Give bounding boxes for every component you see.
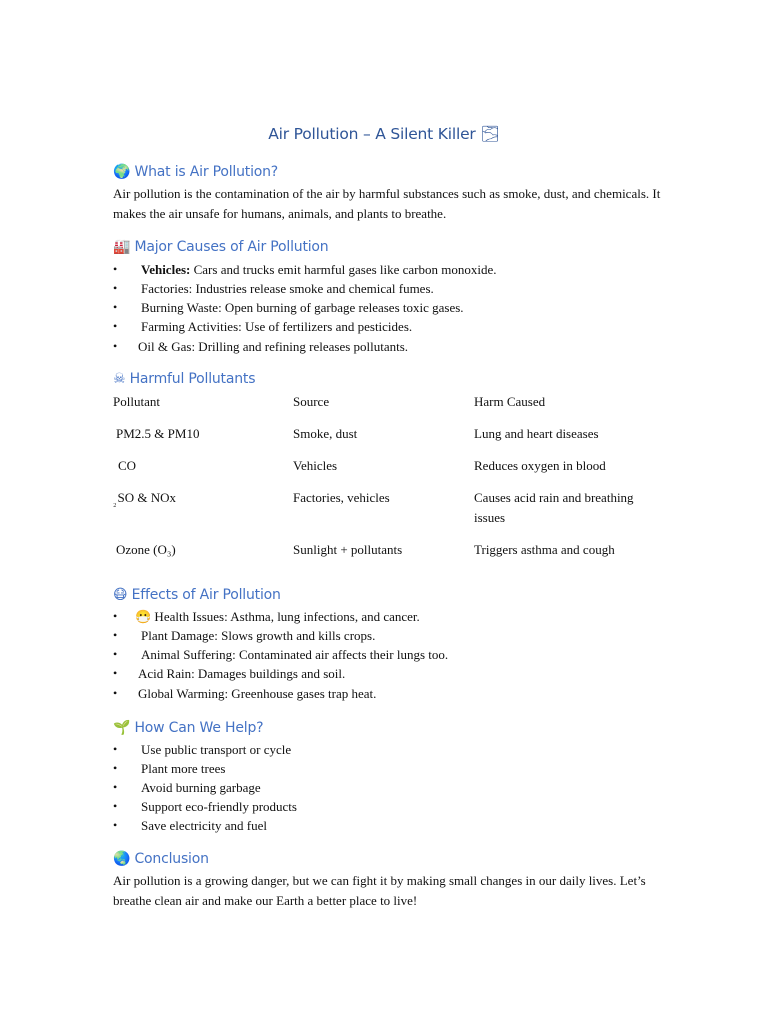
cause-text: Oil & Gas: Drilling and refining releases pollutants.	[138, 339, 409, 354]
bullet-icon: •	[113, 262, 118, 276]
bullet-icon: •	[113, 281, 118, 295]
table-cell-source: Vehicles	[293, 458, 338, 473]
cause-text: Factories: Industries release smoke and chemical fumes.	[141, 281, 434, 296]
bullet-icon: •	[113, 742, 118, 756]
bullet-icon: •	[113, 647, 118, 661]
heading-how-can-we-help: 🌱 How Can We Help?	[113, 720, 264, 736]
bullet-icon: •	[113, 339, 118, 353]
heading-harmful-pollutants: ☠ Harmful Pollutants	[113, 371, 256, 387]
effect-text: Acid Rain: Damages buildings and soil.	[138, 666, 346, 681]
cause-text: Farming Activities: Use of fertilizers and pesticides.	[141, 319, 413, 334]
heading-effects: 😷 Effects of Air Pollution	[113, 587, 281, 603]
help-text: Save electricity and fuel	[141, 818, 267, 833]
table-cell-pollutant-text: SO & NOx	[117, 490, 177, 505]
help-text: Use public transport or cycle	[141, 742, 292, 757]
bullet-icon: •	[113, 628, 118, 642]
bullet-icon: •	[113, 319, 118, 333]
table-cell-pollutant	[113, 488, 176, 513]
paragraph-conclusion: Air pollution is a growing danger, but we can fight it by making small changes in our daily lives. Let’s breathe clean air and make our Earth a better place to live!	[113, 873, 646, 908]
bullet-icon: •	[113, 761, 118, 775]
table-cell-source: Factories, vehicles	[293, 490, 390, 505]
table-header-pollutant: Pollutant	[113, 394, 160, 409]
cause-text: Cars and trucks emit harmful gases like carbon monoxide.	[190, 262, 497, 277]
bullet-icon: •	[113, 609, 118, 623]
table-cell-pollutant: PM2.5 & PM10	[116, 426, 200, 441]
bullet-icon: •	[113, 780, 118, 794]
subscript-glyph: ₂	[113, 497, 117, 508]
table-header-harm: Harm Caused	[474, 394, 546, 409]
heading-conclusion: 🌏 Conclusion	[113, 851, 209, 867]
effect-text: 😷 Health Issues: Asthma, lung infections, and cancer.	[135, 609, 420, 624]
heading-what-is-air-pollution: 🌍 What is Air Pollution?	[113, 164, 279, 180]
effect-text: Global Warming: Greenhouse gases trap heat.	[138, 686, 377, 701]
effect-text: Animal Suffering: Contaminated air affects their lungs too.	[141, 647, 449, 662]
bullet-icon: •	[113, 300, 118, 314]
table-cell-source: Smoke, dust	[293, 426, 358, 441]
bullet-icon: •	[113, 799, 118, 813]
table-cell-pollutant: Ozone (O₃)	[116, 542, 176, 557]
effect-text: Plant Damage: Slows growth and kills crops.	[141, 628, 376, 643]
cause-text: Burning Waste: Open burning of garbage releases toxic gases.	[141, 300, 464, 315]
bullet-icon: •	[113, 818, 118, 832]
help-text: Avoid burning garbage	[141, 780, 261, 795]
help-text: Plant more trees	[141, 761, 226, 776]
help-text: Support eco-friendly products	[141, 799, 297, 814]
bullet-icon: •	[113, 686, 118, 700]
bullet-icon: •	[113, 666, 118, 680]
cause-bold-label: Vehicles:	[141, 262, 191, 277]
table-header-source: Source	[293, 394, 330, 409]
table-cell-harm: Reduces oxygen in blood	[474, 458, 606, 473]
table-cell-pollutant: CO	[118, 458, 137, 473]
paragraph-definition: Air pollution is the contamination of the air by harmful substances such as smoke, dust, and chemicals. It makes the air unsafe for humans, animals, and plants to breathe.	[113, 186, 661, 221]
table-cell-source: Sunlight + pollutants	[293, 542, 403, 557]
heading-major-causes: 🏭 Major Causes of Air Pollution	[113, 239, 329, 255]
document-title: Air Pollution – A Silent Killer 🌫	[268, 125, 500, 143]
table-cell-harm: Triggers asthma and cough	[474, 542, 615, 557]
table-cell-harm: Causes acid rain and breathing issues	[474, 490, 634, 525]
table-cell-harm: Lung and heart diseases	[474, 426, 599, 441]
